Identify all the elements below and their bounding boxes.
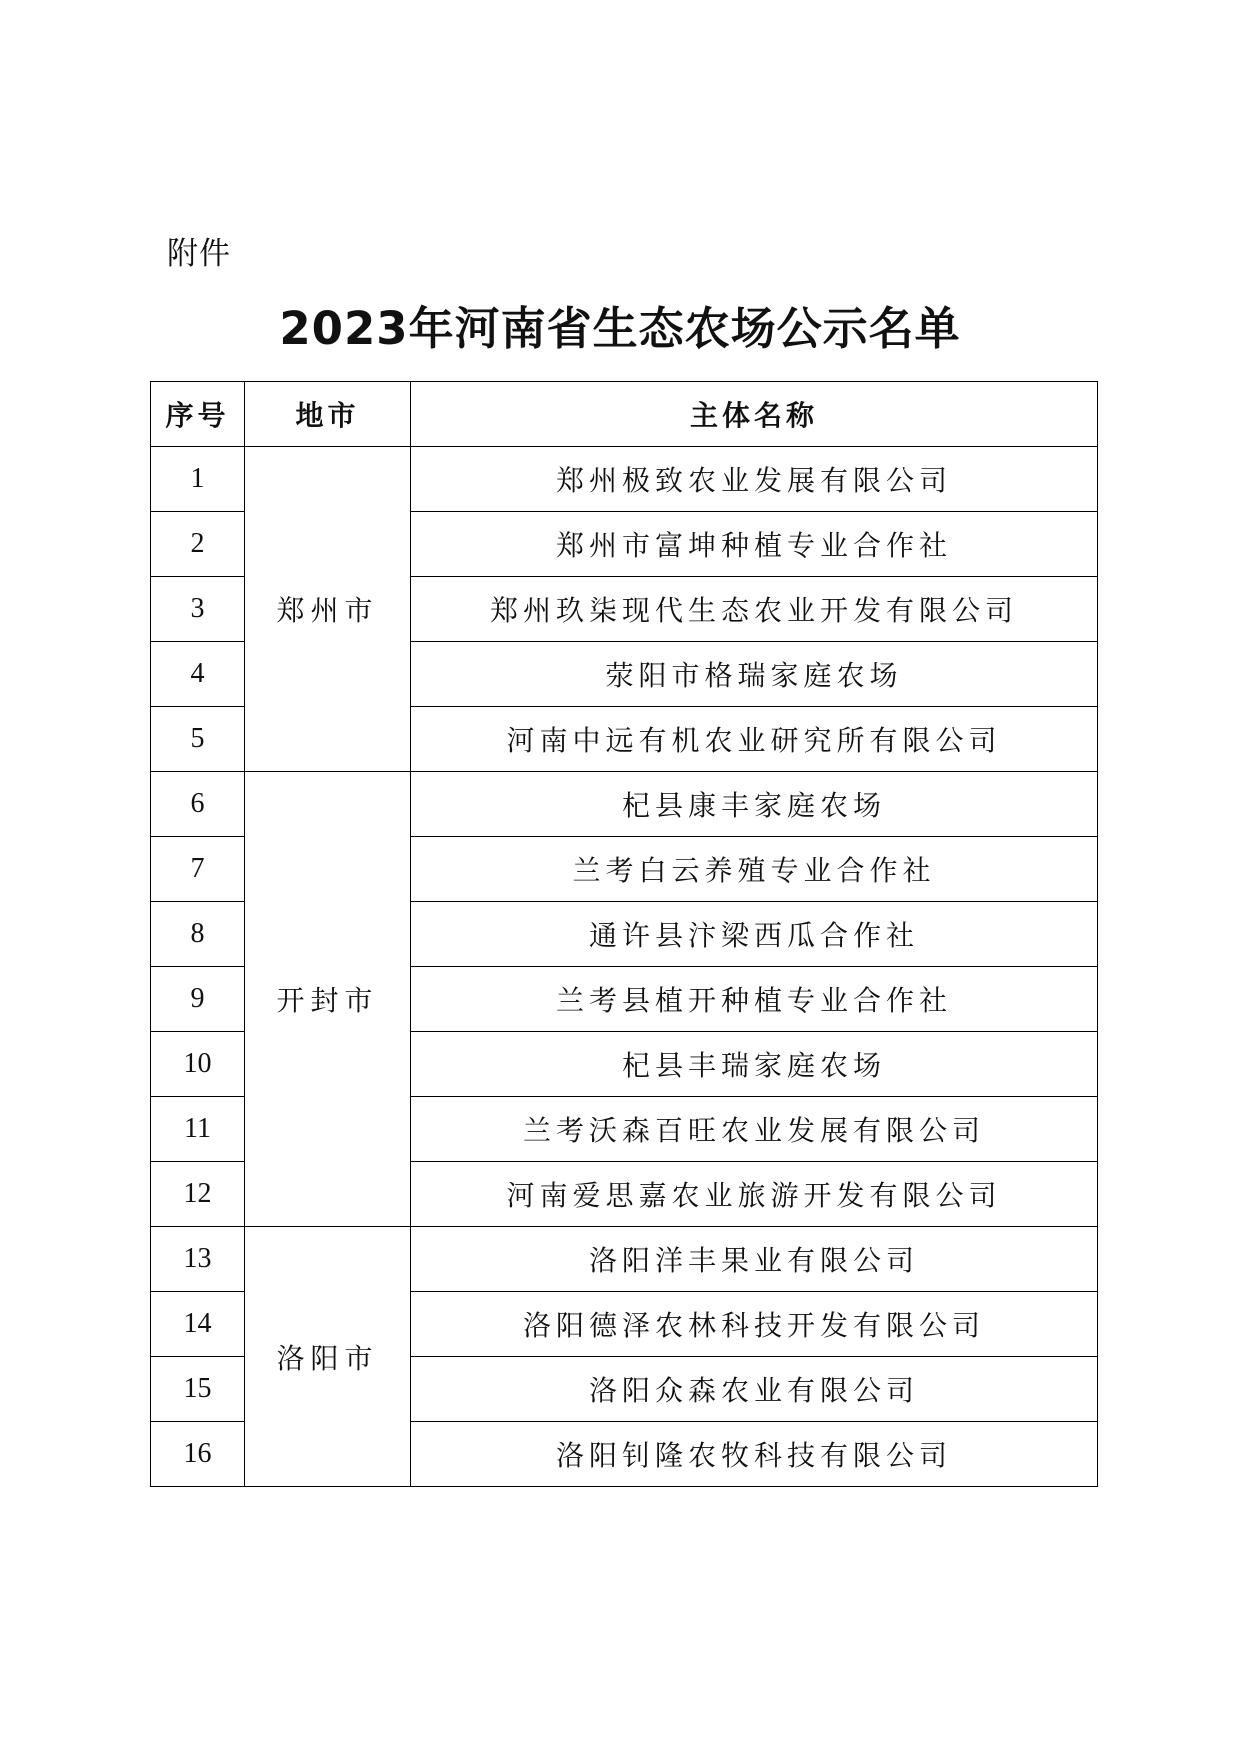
table-row xyxy=(151,1227,1098,1292)
row-index: 3 xyxy=(151,577,245,642)
entity-name: 兰考沃森百旺农业发展有限公司 xyxy=(411,1097,1098,1162)
entity-name: 洛阳洋丰果业有限公司 xyxy=(411,1227,1098,1292)
row-index: 4 xyxy=(151,642,245,707)
row-index: 15 xyxy=(151,1357,245,1422)
row-index: 11 xyxy=(151,1097,245,1162)
entity-name: 郑州玖柒现代生态农业开发有限公司 xyxy=(411,577,1098,642)
table-row xyxy=(151,447,1098,512)
row-index: 16 xyxy=(151,1422,245,1487)
row-index: 10 xyxy=(151,1032,245,1097)
entity-name: 河南爱思嘉农业旅游开发有限公司 xyxy=(411,1162,1098,1227)
row-index: 1 xyxy=(151,447,245,512)
entity-name: 郑州极致农业发展有限公司 xyxy=(411,447,1098,512)
row-index: 7 xyxy=(151,837,245,902)
city-cell: 开封市 xyxy=(245,772,411,1227)
attachment-label: 附件 xyxy=(167,236,231,272)
row-index: 9 xyxy=(151,967,245,1032)
header-entity: 主体名称 xyxy=(411,382,1098,447)
table-body xyxy=(151,447,1098,1487)
city-cell: 郑州市 xyxy=(245,447,411,772)
page-title: 2023年河南省生态农场公示名单 xyxy=(279,302,961,355)
entity-name: 洛阳德泽农林科技开发有限公司 xyxy=(411,1292,1098,1357)
row-index: 5 xyxy=(151,707,245,772)
entity-name: 兰考县植开种植专业合作社 xyxy=(411,967,1098,1032)
header-city: 地市 xyxy=(245,382,411,447)
table-row xyxy=(151,772,1098,837)
header-index: 序号 xyxy=(151,382,245,447)
entity-name: 杞县丰瑞家庭农场 xyxy=(411,1032,1098,1097)
entity-name: 河南中远有机农业研究所有限公司 xyxy=(411,707,1098,772)
entity-name: 兰考白云养殖专业合作社 xyxy=(411,837,1098,902)
entity-name: 荥阳市格瑞家庭农场 xyxy=(411,642,1098,707)
row-index: 13 xyxy=(151,1227,245,1292)
entity-name: 郑州市富坤种植专业合作社 xyxy=(411,512,1098,577)
entity-name: 洛阳众森农业有限公司 xyxy=(411,1357,1098,1422)
farm-list-table xyxy=(150,381,1098,1487)
entity-name: 洛阳钊隆农牧科技有限公司 xyxy=(411,1422,1098,1487)
row-index: 12 xyxy=(151,1162,245,1227)
city-cell: 洛阳市 xyxy=(245,1227,411,1487)
entity-name: 杞县康丰家庭农场 xyxy=(411,772,1098,837)
table-header-row xyxy=(151,382,1098,447)
row-index: 6 xyxy=(151,772,245,837)
row-index: 2 xyxy=(151,512,245,577)
entity-name: 通许县汴梁西瓜合作社 xyxy=(411,902,1098,967)
row-index: 8 xyxy=(151,902,245,967)
row-index: 14 xyxy=(151,1292,245,1357)
